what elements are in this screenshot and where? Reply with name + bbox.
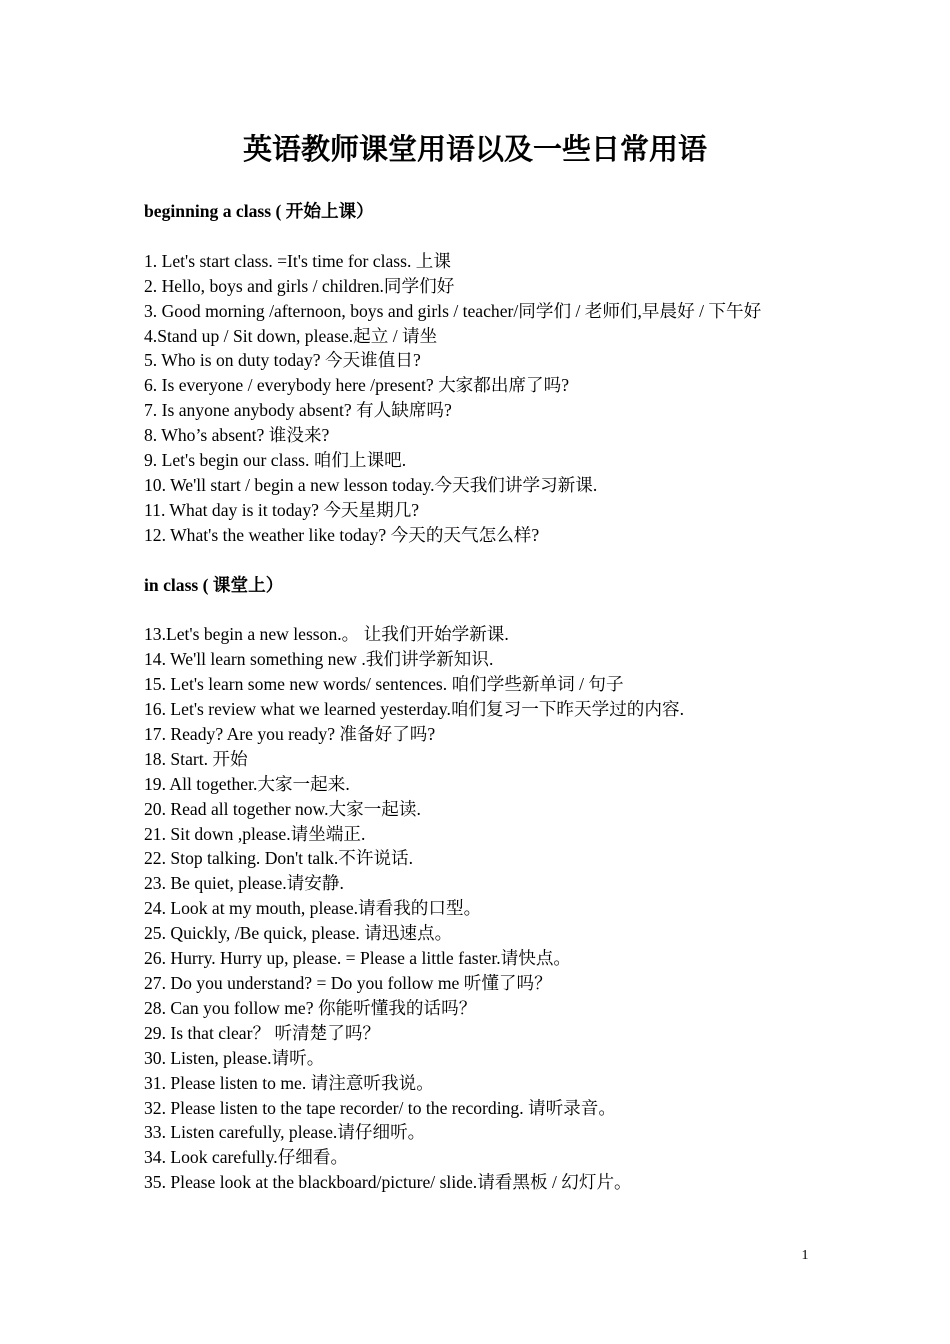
phrase-line: 35. Please look at the blackboard/picture/ slide.请看黑板 / 幻灯片。 (144, 1172, 632, 1193)
phrase-line: 25. Quickly, /Be quick, please. 请迅速点。 (144, 923, 453, 944)
phrase-line: 18. Start. 开始 (144, 748, 248, 769)
phrase-line: 24. Look at my mouth, please.请看我的口型。 (144, 898, 482, 919)
phrase-line: 27. Do you understand? = Do you follow me 听懂了吗？ (144, 973, 552, 994)
phrase-line: 3. Good morning /afternoon, boys and girls / teacher/同学们 / 老师们,早晨好 / 下午好 (144, 300, 762, 321)
phrase-line: 9. Let's begin our class. 咱们上课吧. (144, 450, 407, 471)
phrase-line: 15. Let's learn some new words/ sentences. 咱们学些新单词 / 句子 (144, 674, 624, 695)
phrase-line: 34. Look carefully.仔细看。 (144, 1147, 349, 1168)
phrase-line: 1. Let's start class. =It's time for class. 上课 (144, 250, 451, 271)
blank-line (144, 548, 812, 573)
phrase-line: 8. Who’s absent? 谁没来? (144, 425, 330, 446)
phrase-line: 14. We'll learn something new .我们讲学新知识. (144, 649, 494, 670)
document-title: 英语教师课堂用语以及一些日常用语 (242, 134, 707, 166)
phrase-line: 19. All together.大家一起来. (144, 773, 350, 794)
phrase-line: 31. Please listen to me. 请注意听我说。 (144, 1072, 434, 1093)
phrase-line: 2. Hello, boys and girls / children.同学们好 (144, 275, 455, 296)
blank-line (144, 597, 812, 622)
section-heading-beginning-class: beginning a class ( 开始上课） (144, 201, 374, 221)
phrase-line: 7. Is anyone anybody absent? 有人缺席吗? (144, 400, 452, 421)
phrase-line: 32. Please listen to the tape recorder/ to the recording. 请听录音。 (144, 1097, 616, 1118)
phrase-line: 12. What's the weather like today? 今天的天气怎么样? (144, 524, 540, 545)
phrase-line: 4.Stand up / Sit down, please.起立 / 请坐 (144, 325, 438, 346)
phrase-line: 6. Is everyone / everybody here /present? 大家都出席了吗? (144, 375, 570, 396)
phrase-line: 26. Hurry. Hurry up, please. = Please a little faster.请快点。 (144, 948, 572, 969)
page-number: 1 (801, 1248, 809, 1263)
section-heading-in-class: in class ( 课堂上） (144, 574, 284, 595)
document-body (144, 199, 812, 1195)
phrase-line: 22. Stop talking. Don't talk.不许说话. (144, 848, 414, 869)
blank-line (144, 224, 812, 249)
phrase-line: 13.Let's begin a new lesson.。 让我们开始学新课. (144, 624, 509, 645)
phrase-line: 23. Be quiet, please.请安静. (144, 873, 344, 894)
phrase-line: 11. What day is it today? 今天星期几? (144, 499, 420, 520)
phrase-line: 17. Ready? Are you ready? 准备好了吗? (144, 723, 436, 744)
phrase-line: 21. Sit down ,please.请坐端正. (144, 823, 366, 844)
phrase-line: 16. Let's review what we learned yesterday.咱们复习一下昨天学过的内容. (144, 699, 684, 720)
phrase-line: 20. Read all together now.大家一起读. (144, 798, 421, 819)
phrase-line: 5. Who is on duty today? 今天谁值日? (144, 350, 421, 371)
phrase-line: 33. Listen carefully, please.请仔细听。 (144, 1122, 426, 1143)
phrase-line: 10. We'll start / begin a new lesson today.今天我们讲学习新课. (144, 474, 598, 495)
phrase-line: 28. Can you follow me? 你能听懂我的话吗？ (144, 997, 477, 1018)
phrase-line: 30. Listen, please.请听。 (144, 1047, 325, 1068)
phrase-line: 29. Is that clear？ 听清楚了吗？ (144, 1022, 381, 1043)
